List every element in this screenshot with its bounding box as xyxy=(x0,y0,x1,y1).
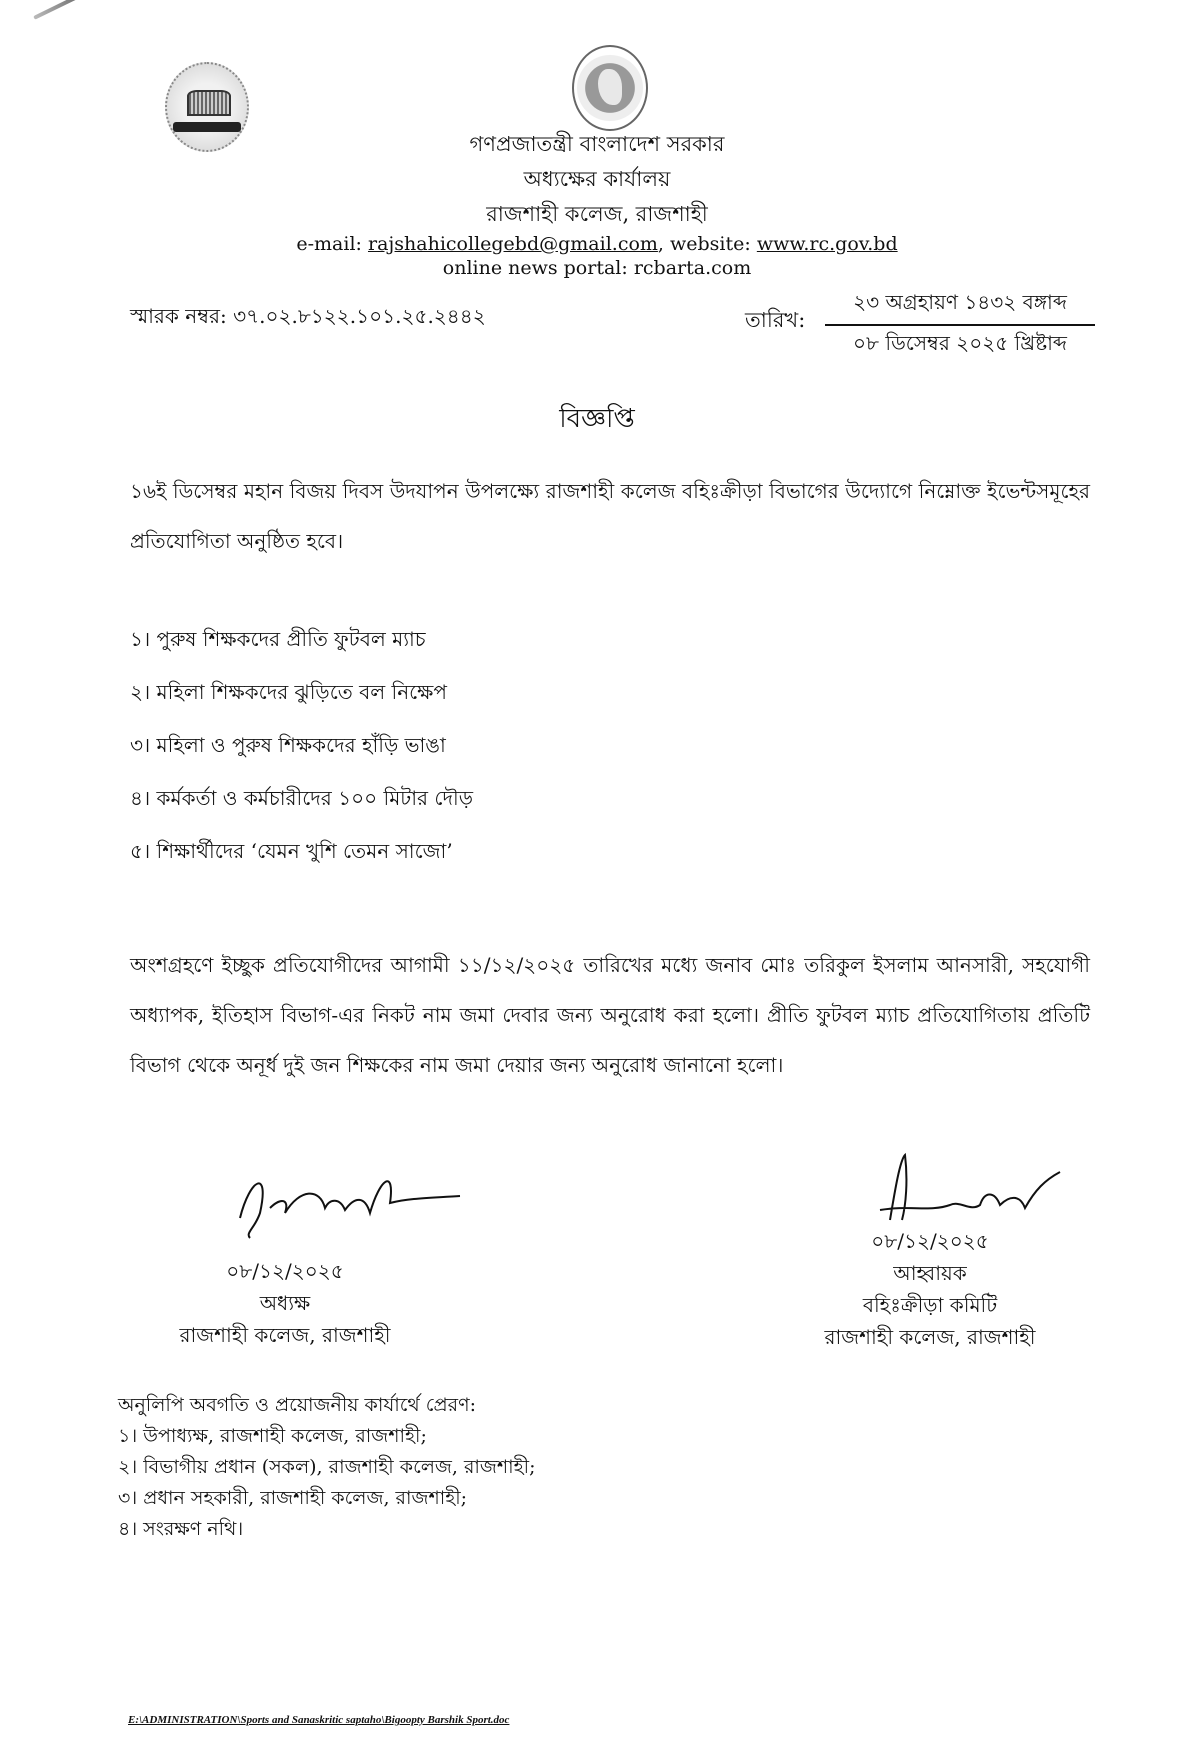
website-link[interactable]: www.rc.gov.bd xyxy=(756,233,898,255)
signature-date: ০৮/১২/২০২৫ xyxy=(871,1229,989,1253)
book-icon xyxy=(187,90,231,116)
copy-heading: অনুলিপি অবগতি ও প্রয়োজনীয় কার্যার্থে প্রেরণ: xyxy=(118,1394,476,1416)
college-name: রাজশাহী কলেজ, রাজশাহী xyxy=(486,202,708,226)
list-item: ৩। মহিলা ও পুরুষ শিক্ষকদের হাঁড়ি ভাঙা xyxy=(130,733,446,757)
bangladesh-map-icon xyxy=(598,69,622,105)
notice-title: বিজ্ঞপ্তি xyxy=(559,404,635,434)
copy-distribution xyxy=(118,1390,535,1545)
list-item: ১। পুরুষ শিক্ষকদের প্রীতি ফুটবল ম্যাচ xyxy=(130,627,426,651)
file-path: E:\ADMINISTRATION\Sports and Sanaskritic saptaho\Bigoopty Barshik Sport.doc xyxy=(128,1714,510,1726)
office-name: অধ্যক্ষের কার্যালয় xyxy=(523,167,671,191)
contact-line xyxy=(0,233,1194,255)
signatory-office: রাজশাহী কলেজ, রাজশাহী xyxy=(179,1323,391,1347)
convener-signature xyxy=(870,1150,1070,1230)
principal-signature xyxy=(230,1158,470,1248)
date-block xyxy=(825,288,1095,362)
intro-paragraph: ১৬ই ডিসেম্বর মহান বিজয় দিবস উদযাপন উপলক্ষ্যে রাজশাহী কলেজ বহিঃক্রীড়া বিভাগের উদ্যোগে নিম্নোক্ত ইভেন্টসমূহের প্রতিযোগিতা অনুষ্ঠিত হবে। xyxy=(130,479,1090,553)
list-item: ৪। কর্মকর্তা ও কর্মচারীদের ১০০ মিটার দৌড় xyxy=(130,786,473,810)
signature-date: ০৮/১২/২০২৫ xyxy=(226,1259,344,1283)
email-link[interactable]: rajshahicollegebd@gmail.com xyxy=(367,233,658,255)
instructions-paragraph: অংশগ্রহণে ইচ্ছুক প্রতিযোগীদের আগামী ১১/১২/২০২৫ তারিখের মধ্যে জনাব মোঃ তরিকুল ইসলাম আনসারী, সহযোগী অধ্যাপক, ইতিহাস বিভাগ-এর নিকট নাম জমা দেবার জন্য অনুরোধ করা হলো। প্রীতি ফুটবল ম্যাচ প্রতিযোগিতায় প্রতিটি বিভাগ থেকে অনূর্ধ দুই জন শিক্ষকের নাম জমা দেয়ার জন্য অনুরোধ জানানো হলো। xyxy=(130,953,1090,1077)
pen-mark xyxy=(33,0,96,20)
signatory-office: রাজশাহী কলেজ, রাজশাহী xyxy=(824,1325,1036,1349)
date-gregorian: ০৮ ডিসেম্বর ২০২৫ খ্রিষ্টাব্দ xyxy=(853,331,1067,355)
date-label: তারিখ: xyxy=(745,308,806,332)
government-seal-icon xyxy=(572,45,648,131)
event-list xyxy=(130,625,473,890)
website-label: , website: xyxy=(657,233,757,255)
signatory-designation: আহ্বায়ক xyxy=(893,1261,967,1285)
email-label: e-mail: xyxy=(296,233,368,255)
list-item: ৩। প্রধান সহকারী, রাজশাহী কলেজ, রাজশাহী; xyxy=(118,1487,468,1509)
signatory-designation: অধ্যক্ষ xyxy=(259,1291,311,1315)
government-name: গণপ্রজাতন্ত্রী বাংলাদেশ সরকার xyxy=(469,132,725,156)
memo-number: স্মারক নম্বর: ৩৭.০২.৮১২২.১০১.২৫.২৪৪২ xyxy=(130,304,486,328)
list-item: ১। উপাধ্যক্ষ, রাজশাহী কলেজ, রাজশাহী; xyxy=(118,1425,427,1447)
signatory-committee: বহিঃক্রীড়া কমিটি xyxy=(862,1293,998,1317)
principal-signature-block xyxy=(150,1255,420,1351)
convener-signature-block xyxy=(800,1225,1060,1353)
list-item: ৪। সংরক্ষণ নথি। xyxy=(118,1518,244,1540)
list-item: ২। মহিলা শিক্ষকদের ঝুড়িতে বল নিক্ষেপ xyxy=(130,680,447,704)
date-bangla: ২৩ অগ্রহায়ণ ১৪৩২ বঙ্গাব্দ xyxy=(825,288,1095,326)
news-portal: online news portal: rcbarta.com xyxy=(442,257,752,279)
list-item: ৫। শিক্ষার্থীদের ‘যেমন খুশি তেমন সাজো’ xyxy=(130,839,453,863)
list-item: ২। বিভাগীয় প্রধান (সকল), রাজশাহী কলেজ, রাজশাহী; xyxy=(118,1456,536,1478)
